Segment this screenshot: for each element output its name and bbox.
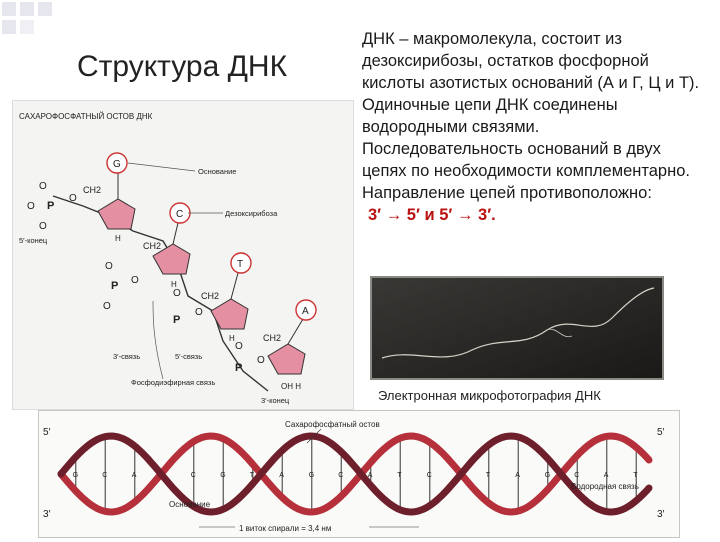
structure-figure — [12, 100, 354, 410]
micrograph-caption: Электронная микрофотография ДНК — [378, 388, 601, 403]
slide-title: Структура ДНК — [76, 50, 288, 83]
oh-label: OH H — [281, 382, 301, 391]
svg-text:CH2: CH2 — [201, 291, 220, 301]
structure-header: САХАРОФОСФАТНЫЙ ОСТОВ ДНК — [19, 112, 153, 121]
svg-text:O: O — [27, 201, 35, 212]
base-pair-letter: G — [72, 472, 79, 479]
end-5-right: 5′ — [657, 427, 665, 438]
base-pair-letter: C — [426, 472, 432, 479]
svg-text:O: O — [173, 288, 181, 299]
label-5-end: 5′-конец — [19, 236, 48, 245]
label-3-bond: 3′-связь — [113, 352, 141, 361]
svg-text:H: H — [229, 334, 235, 343]
base-pair-letter: G — [220, 472, 226, 479]
base-pair-letter: T — [485, 472, 491, 479]
label-sugar: Дезоксирибоза — [225, 209, 278, 218]
svg-text:O: O — [235, 341, 243, 352]
svg-text:CH2: CH2 — [263, 333, 282, 343]
base-pair-letter: G — [308, 472, 315, 479]
label-3-end: 3′-конец — [261, 396, 290, 405]
base-pair-letter: C — [190, 472, 196, 479]
base-pair-letter: A — [279, 472, 284, 479]
svg-text:CH2: CH2 — [143, 241, 162, 251]
base-pair-letter: G — [544, 472, 551, 479]
sugar-ring — [211, 299, 248, 329]
svg-text:CH2: CH2 — [83, 185, 102, 195]
svg-text:P: P — [111, 280, 119, 292]
svg-text:P: P — [235, 362, 243, 374]
base-letter: C — [176, 209, 184, 220]
base-pair-letter: T — [249, 472, 255, 479]
base-pair-letter: C — [338, 472, 344, 479]
svg-text:H: H — [171, 280, 177, 289]
dna-micrograph — [370, 276, 664, 380]
svg-text:O: O — [105, 261, 113, 272]
svg-text:P: P — [173, 314, 181, 326]
label-hbond: Водородная связь — [571, 482, 639, 491]
helix-diagram — [39, 411, 679, 537]
base-letter: A — [302, 306, 309, 317]
base-pair-letter: A — [515, 472, 520, 479]
direction-text: 3′ → 5′ и 5′ → 3′. — [368, 206, 496, 224]
base-pair-letter: T — [633, 472, 638, 479]
end-3-left: 3′ — [43, 509, 51, 520]
svg-text:O: O — [69, 193, 77, 204]
end-5-left: 5′ — [43, 427, 51, 438]
structure-diagram — [13, 101, 353, 409]
base-letter: T — [237, 259, 244, 270]
double-helix-figure — [38, 410, 680, 538]
label-5-bond: 5′-связь — [175, 352, 203, 361]
sugar-ring — [268, 344, 305, 374]
base-pair-letter: C — [574, 472, 580, 479]
label-base-helix: Основание — [169, 500, 211, 509]
sugar-ring — [98, 199, 135, 229]
base-pair-letter: A — [603, 472, 609, 479]
svg-text:H: H — [115, 234, 121, 243]
end-3-right: 3′ — [657, 509, 665, 520]
svg-text:O: O — [39, 221, 47, 232]
body-paragraph: ДНК – макромолекула, состоит из дезоксирибозы, остатков фосфорной кислоты азотистых оснований (А и Г, Ц и Т). Одиночные цепи ДНК соединены водородными связями. Последовательность оснований в двух цепях по необходимости комплементарно. Направление цепей противоположно: — [362, 30, 700, 202]
svg-text:O: O — [131, 275, 139, 286]
corner-decoration — [0, 0, 70, 40]
svg-text:O: O — [195, 307, 203, 318]
label-base: Основание — [198, 167, 237, 176]
svg-text:O: O — [103, 301, 111, 312]
base-pair-letter: C — [102, 472, 108, 479]
base-pair-letter: T — [397, 472, 402, 479]
svg-text:O: O — [257, 355, 265, 366]
label-turn: 1 виток спирали = 3,4 нм — [239, 524, 332, 533]
svg-text:O: O — [39, 181, 47, 192]
phosphorus-label: P — [47, 200, 55, 212]
label-backbone: Сахарофосфатный остов — [285, 420, 380, 429]
slide-body — [362, 28, 702, 226]
base-pair-letter: A — [367, 472, 373, 479]
label-phosphodiester: Фосфодиэфирная связь — [131, 378, 216, 387]
base-pair-letter: A — [131, 472, 137, 479]
base-letter: G — [113, 159, 121, 170]
